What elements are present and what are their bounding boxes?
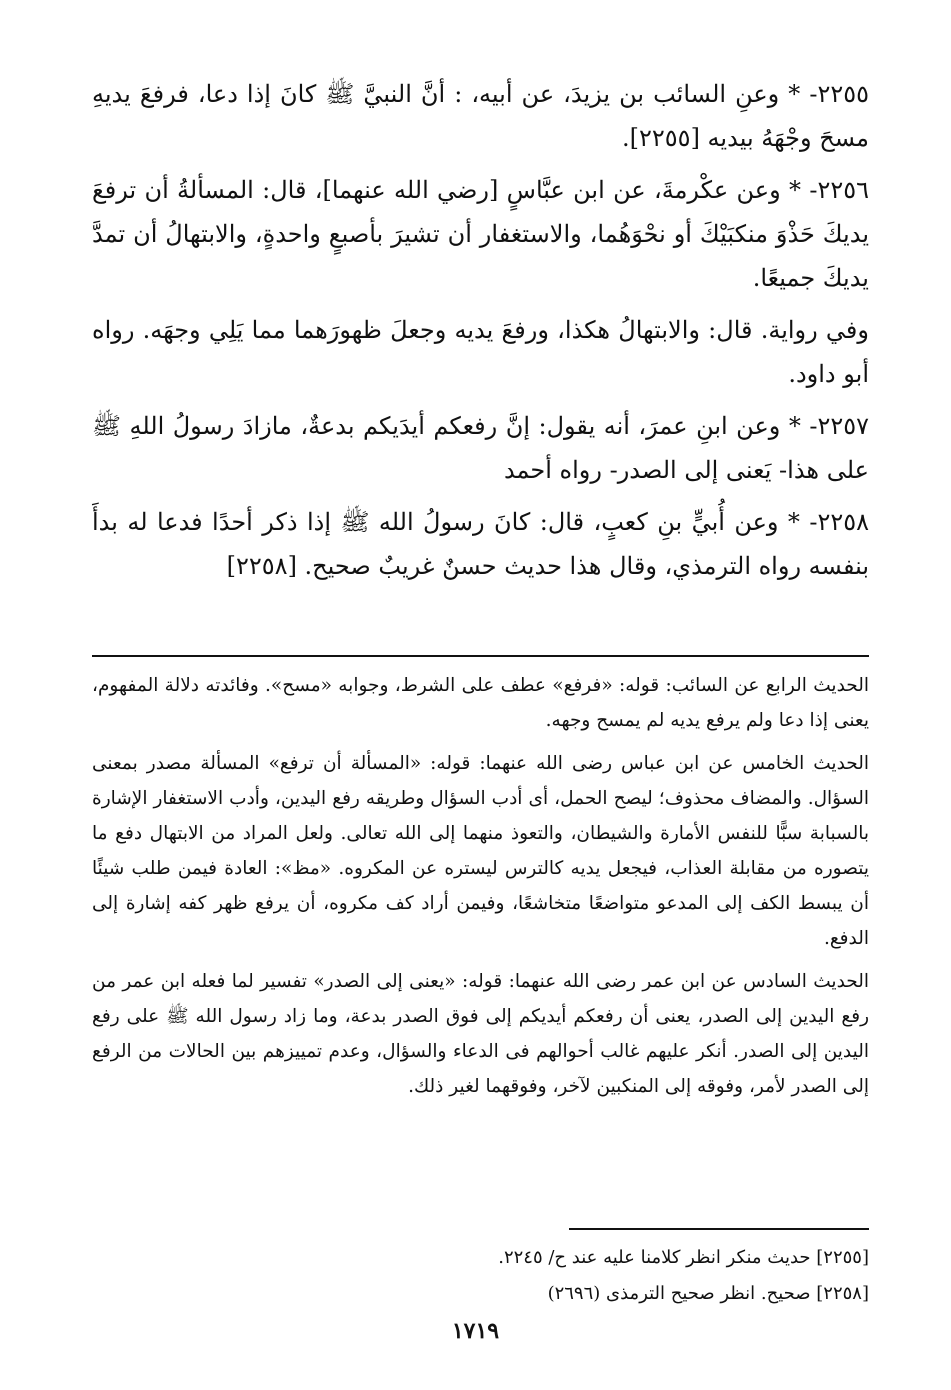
footnote-2255: [٢٢٥٥] حديث منكر انظر كلامنا عليه عند ح/ ٢٢٤٥. xyxy=(498,1247,869,1268)
hadith-2256-variant: وفي رواية. قال: والابتهالُ هكذا، ورفعَ يديه وجعلَ ظهورَهما مما يَلِي وجهَه. رواه أبو داود. xyxy=(92,316,869,388)
commentary-paragraph: الحديث الخامس عن ابن عباس رضى الله عنهما: قوله: «المسألة أن ترفع» المسألة مصدر بمعنى السؤال. والمضاف محذوف؛ ليصح الحمل، أى أدب السؤال وطريقه رفع اليدين، وأدب الاستغفار الإشارة بالسبابة سبًّا للنفس الأمارة والشيطان، والتعوذ منهما إلى الله تعالى. ولعل المراد من الابتهال دفع ما يتصوره من مقابلة العذاب، فيجعل يديه كالترس ليستره عن المكروه. «مظ»: العادة فيمن طلب شيئًا أن يبسط الكف إلى المدعو متواضعًا متخاشعًا، وفيمن أراد كف مكروه، أن يرفع ظهر كفه إشارة إلى الدفع. xyxy=(92,753,869,949)
footnotes xyxy=(349,1240,869,1312)
page-number: ١٧١٩ xyxy=(451,1318,500,1344)
hadith-2258: ٢٢٥٨- * وعن أُبيٍّ بنِ كعبٍ، قال: كانَ رسولُ الله ﷺ إذا ذكر أحدًا فدعا له بدأَ بنفسه رواه الترمذي، وقال هذا حديث حسنٌ غريبٌ صحيح. [٢٢٥٨] xyxy=(92,508,869,580)
commentary-text xyxy=(92,668,869,1112)
commentary-paragraph: الحديث السادس عن ابن عمر رضى الله عنهما: قوله: «يعنى إلى الصدر» تفسير لما فعله ابن عمر من رفع اليدين إلى الصدر، يعنى أن رفعكم أيديكم إلى فوق الصدر بدعة، وما زاد رسول الله ﷺ على رفع اليدين إلى الصدر. أنكر عليهم غالب أحوالهم فى الدعاء والسؤال، وعدم تمييزهم بين الحالات من الرفع إلى الصدر لأمر، وفوقه إلى المنكبين لآخر، وفوقهما لغير ذلك. xyxy=(92,971,869,1097)
footnote-rule xyxy=(569,1228,869,1230)
section-divider xyxy=(92,655,869,657)
hadith-text xyxy=(92,72,869,596)
hadith-2255: ٢٢٥٥- * وعنِ السائب بن يزيدَ، عن أبيه، : أنَّ النبيَّ ﷺ كانَ إذا دعا، فرفعَ يديهِ مسحَ وجْهَهُ بيديه [٢٢٥٥]. xyxy=(92,80,869,152)
commentary-paragraph: الحديث الرابع عن السائب: قوله: «فرفع» عطف على الشرط، وجوابه «مسح». وفائدته دلالة المفهوم، يعنى إذا دعا ولم يرفع يديه لم يمسح وجهه. xyxy=(92,675,869,731)
hadith-2256: ٢٢٥٦- * وعن عكْرمةَ، عن ابن عبَّاسٍ [رضي الله عنهما]، قال: المسألةُ أن ترفعَ يديكَ حَذْوَ منكبَيْكَ أو نحْوَهُما، والاستغفار أن تشيرَ بأصبعٍ واحدةٍ، والابتهالُ أن تمدَّ يديكَ جميعًا. xyxy=(92,176,869,292)
footnote-2258: [٢٢٥٨] صحيح. انظر صحيح الترمذى (٢٦٩٦) xyxy=(547,1283,869,1304)
hadith-2257: ٢٢٥٧- * وعن ابنِ عمرَ، أنه يقول: إنَّ رفعكم أيدَيكم بدعةٌ، مازادَ رسولُ اللهِ ﷺ على هذا- يَعنى إلى الصدر- رواه أحمد xyxy=(92,412,869,484)
